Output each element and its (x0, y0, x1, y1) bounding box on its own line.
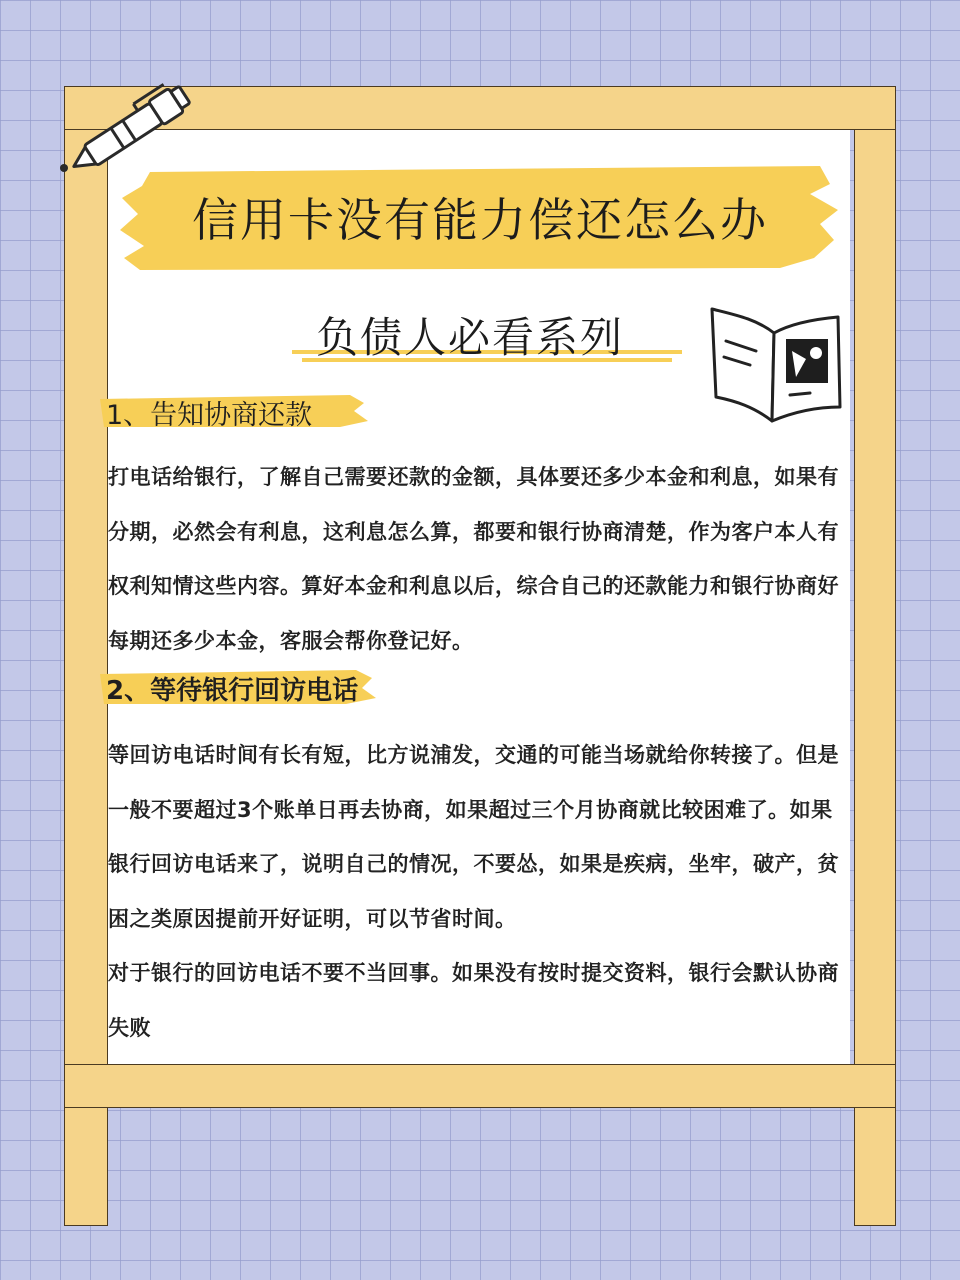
page-subtitle: 负债人必看系列 (315, 313, 624, 362)
page-title: 信用卡没有能力偿还怎么办 (192, 193, 768, 247)
section-1-text: 打电话给银行，了解自己需要还款的金额，具体要还多少本金和利息，如果有分期，必然会有利息，这利息怎么算，都要和银行协商清楚，作为客户本人有权利知情这些内容。算好本金和利息以后，综合自己的还款能力和银行协商好每期还多少本金，客服会帮你登记好。 (108, 465, 839, 653)
section-2-text-2: 对于银行的回访电话不要不当回事。如果没有按时提交资料，银行会默认协商失败 (108, 961, 839, 1040)
section-2-text: 等回访电话时间有长有短，比方说浦发，交通的可能当场就给你转接了。但是一般不要超过3个账单日再去协商，如果超过三个月协商就比较困难了。如果银行回访电话来了，说明自己的情况，不要怂，如果是疾病，坐牢，破产，贫困之类原因提前开好证明，可以节省时间。 (108, 743, 839, 931)
open-book-icon (706, 303, 846, 423)
frame-bottom-bar (64, 1064, 896, 1108)
frame-right-leg (854, 86, 896, 1226)
section-1-heading: 1、告知协商还款 (106, 400, 313, 431)
section-2-paragraph (108, 728, 850, 1055)
section-1-paragraph (108, 450, 850, 668)
frame-left-leg (64, 86, 108, 1226)
section-2-heading: 2、等待银行回访电话 (106, 676, 359, 706)
